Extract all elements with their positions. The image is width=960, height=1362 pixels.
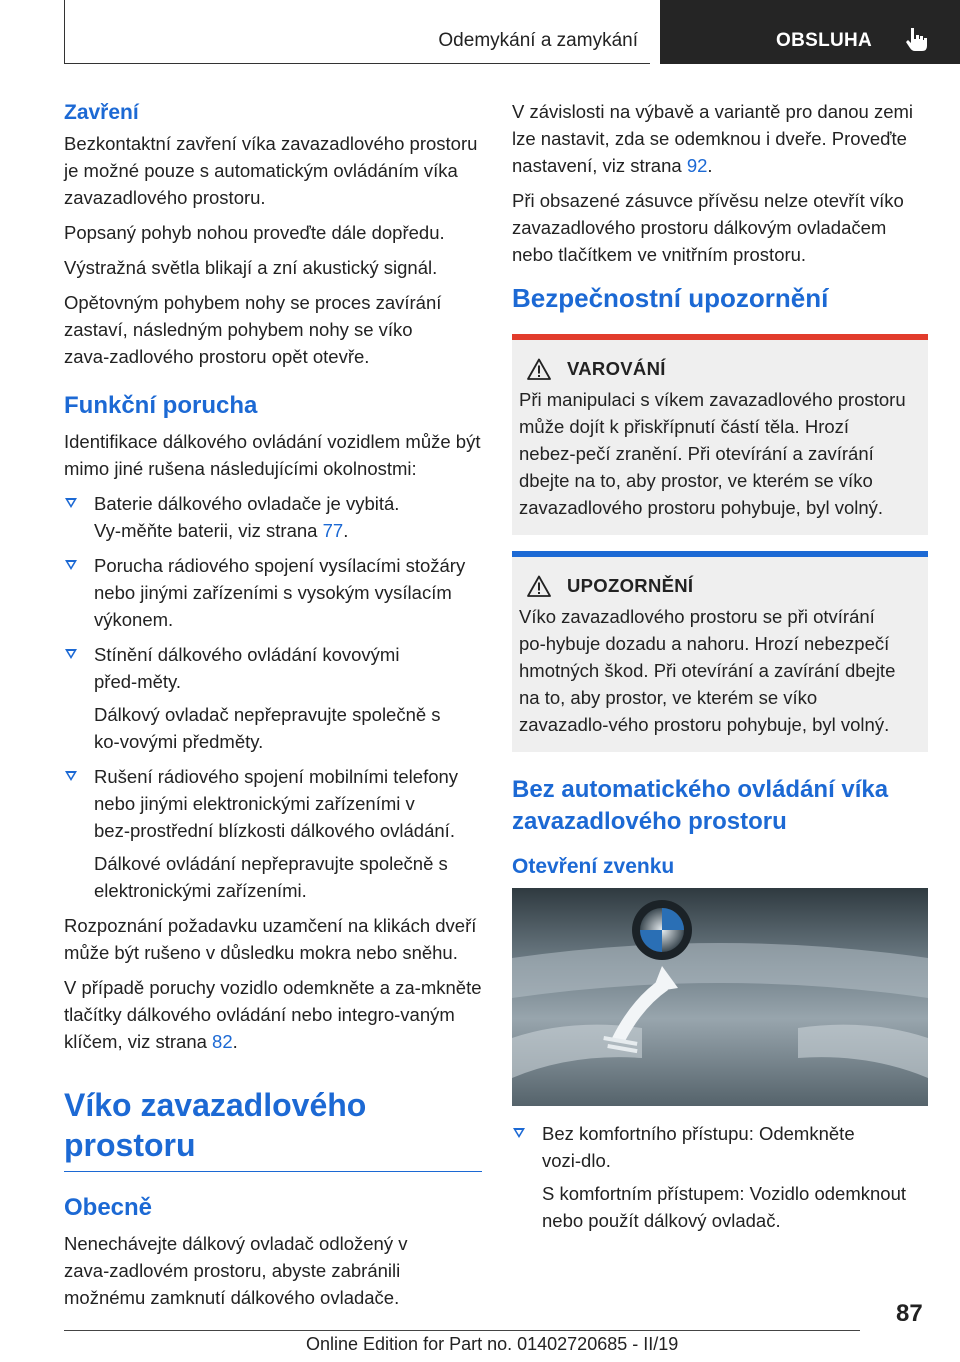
triangle-bullet-icon [65,649,77,659]
triangle-bullet-icon [65,560,77,570]
list-item [64,552,482,633]
heading-no-auto-lid: Bez automatického ovládání víka zavazadlového prostoru [512,776,889,835]
page-header [0,0,960,64]
list-item: Baterie dálkového ovladače je vybitá. Vy‑měňte baterii, viz strana 77. [64,490,482,544]
warning-text: Při manipulaci s víkem zavazadlového prostoru může dojít k přiskřípnutí částí těla. Hrozí nebez‑pečí zranění. Při otevírání a zavírání dbejte na to, aby prostor, ve kterém se víko zavazadlového prostoru pohybuje, byl volný. [519,389,906,518]
page-link-77[interactable]: 77 [322,520,344,541]
page-link-92[interactable]: 92 [686,155,708,176]
triangle-bullet-icon [65,498,77,508]
malfunction-list [64,490,482,904]
list-item-text: Rušení rádiového spojení mobilními telefony nebo jinými elektronickými zařízeními v bez‑prostřední blízkosti dálkového ovládání. [94,766,459,841]
warning-triangle-icon [527,358,551,380]
list-item-text: Bez komfortního přístupu: Odemkněte vozi‑dlo. [542,1123,855,1171]
header-section-title: Odemykání a zamykání [438,30,638,51]
left-column: Zavření Bezkontaktní zavření víka zavazadlového prostoru je možné pouze s automatickým ovládáním víka zavazadlového prostoru. Popsaný pohyb nohou proveďte dále dopředu. Výstražná světla blikají a zní akustický signál. Opětovným pohybem nohy se proces zavírání zastaví, následným pohybem nohy se víko zava‑zadlového prostoru opět otevře. Funkční porucha Identifikace dálkového ovládání vozidlem může být mimo jiné rušena následujícími okolnostmi: Baterie dálkového ovladače je vybitá. Vy‑měňte baterii, viz strana 77. Porucha rádiového spojení vysílacími stožáry nebo jinými zařízeními s vysokým vysílacím výkonem. Stínění dálkového ovládání kovovými před‑měty. Dálkový ovladač nepřepravujte společně s ko‑vovými předměty. Rušení rádiového spojení mobilními telefony nebo jinými elektronickými zařízeními v bez‑prostřední blízkosti dálkového ovládání. Dálkové ovládání nepřepravujte společně s elektronickými zařízeními. Rozpoznání požadavku uzamčení na klikách dveří může být rušeno v důsledku mokra nebo sněhu. V případě poruchy vozidlo odemkněte a za‑mkněte tlačítky dálkového ovládání nebo integro‑vaným klíčem, viz strana 82. Víko zavazadlového prostoru Obecně Nenechávejte dálkový ovladač odložený v zava‑zadlovém prostoru, abyste zabránili možnému zamknutí dálkového ovladače. [64,98,482,1319]
paragraph: Nenechávejte dálkový ovladač odložený v zava‑zadlovém prostoru, abyste zabránili možnému zamknutí dálkového ovladače. [64,1233,408,1308]
heading-general: Obecně [64,1194,153,1221]
heading-open-outside: Otevření zvenku [512,855,675,878]
triangle-bullet-icon [65,771,77,781]
triangle-bullet-icon [513,1128,525,1138]
paragraph: Výstražná světla blikají a zní akustický signál. [64,257,438,278]
paragraph: V závislosti na výbavě a variantě pro danou zemi lze nastavit, zda se odemknou i dveře. Proveďte nastavení, viz strana [512,101,914,176]
paragraph: Při obsazené zásuvce přívěsu nelze otevřít víko zavazadlového prostoru dálkovým ovladačem nebo tlačítkem ve vnitřním prostoru. [512,190,904,265]
header-tab-label: OBSLUHA [776,30,873,51]
caution-box [512,551,928,752]
heading-close: Zavření [64,101,139,124]
list-item-subtext: Dálkové ovládání nepřepravujte společně s elektronickými zařízeními. [94,853,448,901]
heading-trunk-lid: Víko zavazadlového prostoru [64,1085,482,1172]
trunk-handle-photo [512,888,928,1106]
page-number: 87 [896,1300,923,1327]
paragraph: Popsaný pohyb nohou proveďte dále dopředu. [64,222,445,243]
list-item-subtext: S komfortním přístupem: Vozidlo odemknout nebo použít dálkový ovladač. [542,1183,907,1231]
list-item [64,763,482,904]
paragraph: Bezkontaktní zavření víka zavazadlového prostoru je možné pouze s automatickým ovládáním víka zavazadlového prostoru. [64,133,478,208]
hand-pointer-icon [902,24,932,54]
paragraph: Identifikace dálkového ovládání vozidlem může být mimo jiné rušena následujícími okolnostmi: [64,431,481,479]
list-item [512,1120,928,1234]
list-item-text: Baterie dálkového ovladače je vybitá. Vy‑měňte baterii, viz strana [94,493,400,541]
header-tab-operation [660,0,960,64]
open-outside-list [512,1120,928,1234]
list-item [64,641,482,755]
heading-malfunction: Funkční porucha [64,392,258,419]
list-item-subtext: Dálkový ovladač nepřepravujte společně s ko‑vovými předměty. [94,704,441,752]
right-column: V závislosti na výbavě a variantě pro danou zemi lze nastavit, zda se odemknou i dveře. Proveďte nastavení, viz strana 92. Při obsazené zásuvce přívěsu nelze otevřít víko zavazadlového prostoru dálkovým ovladačem nebo tlačítkem ve vnitřním prostoru. Bezpečnostní upozornění VAROVÁNÍ Při manipulaci s víkem zavazadlového prostoru může dojít k přiskřípnutí částí těla. Hrozí nebez‑pečí zranění. Při otevírání a zavírání dbejte na to, aby prostor, ve kterém se víko zavazadlového prostoru pohybuje, byl volný. UPOZORNĚNÍ Víko zavazadlového prostoru se při otvírání po‑hybuje dozadu a nahoru. Hrozí nebezpečí hmotných škod. Při otevírání a zavírání dbejte na to, aby prostor, ve kterém se víko zavazadlo‑vého prostoru pohybuje, byl volný. Bez automatického ovládání víka zavazadlového prostoru Otevření zvenku Bez komfortního přístupu: Odemkněte vozi‑dlo. S komfortním přístupem: Vozidlo odemknout nebo použít dálkový ovladač. [512,98,928,1242]
heading-safety: Bezpečnostní upozornění [512,283,829,313]
caution-text: Víko zavazadlového prostoru se při otvírání po‑hybuje dozadu a nahoru. Hrozí nebezpečí hmotných škod. Při otevírání a zavírání dbejte na to, aby prostor, ve kterém se víko zavazadlo‑vého prostoru pohybuje, byl volný. [519,606,896,735]
warning-triangle-icon [527,575,551,597]
paragraph: V případě poruchy vozidlo odemkněte a za‑mkněte tlačítky dálkového ovládání nebo integro‑vaným klíčem, viz strana [64,977,482,1052]
warning-box [512,334,928,535]
caution-label: UPOZORNĚNÍ [567,575,694,596]
list-item-text: Stínění dálkového ovládání kovovými před‑měty. [94,644,400,692]
warning-label: VAROVÁNÍ [567,358,666,379]
footer-divider [64,1330,860,1331]
list-item-text: Porucha rádiového spojení vysílacími stožáry nebo jinými zařízeními s vysokým vysílacím výkonem. [94,555,466,630]
paragraph: Opětovným pohybem nohy se proces zavírání zastaví, následným pohybem nohy se víko zava‑zadlového prostoru opět otevře. [64,292,442,367]
trunk-handle-illustration [512,888,928,1106]
page-link-82[interactable]: 82 [212,1031,233,1052]
footer-edition: Online Edition for Part no. 01402720685 - II/19 [306,1334,679,1354]
paragraph: Rozpoznání požadavku uzamčení na klikách dveří může být rušeno v důsledku mokra nebo sněhu. [64,915,477,963]
